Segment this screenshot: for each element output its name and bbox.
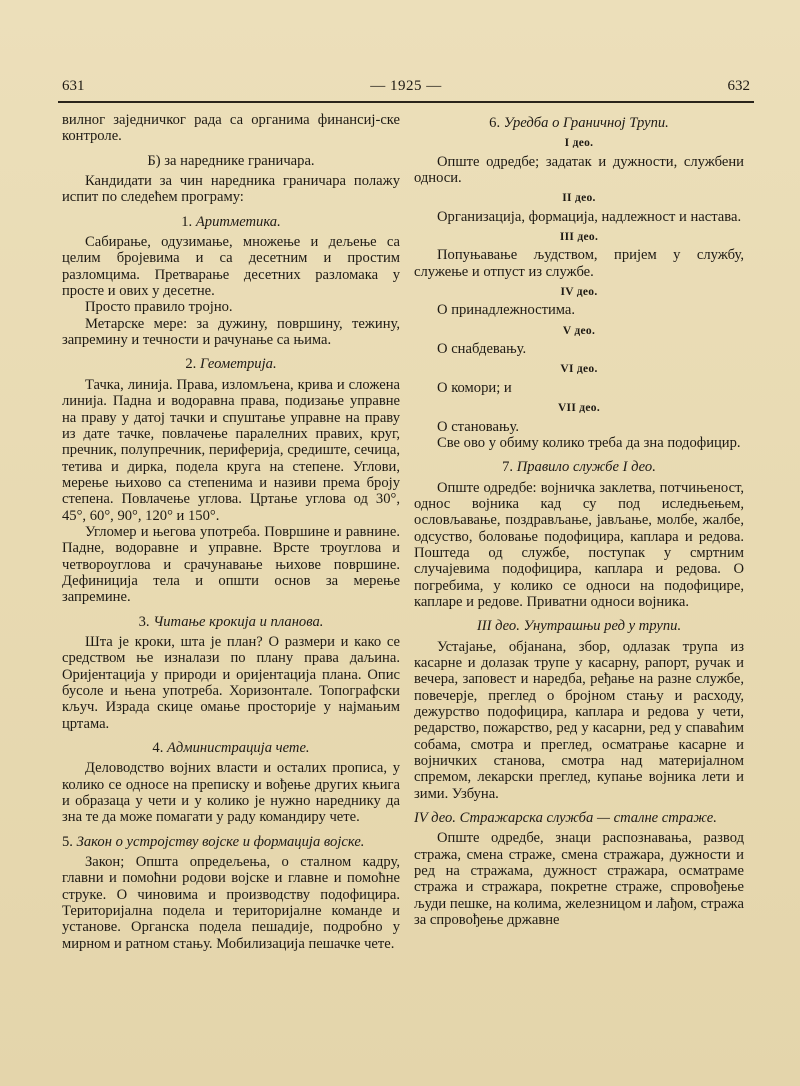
service-rules-paragraph: Опште одредбе: војничка заклетва, потчињеност, однос војника кад су под иследњењем, ословљавање, поздрављање, јављање, молбе, жалбе, одсуство, боловање подофицира, каплара и редова. Поштеда од службе, поступак у смртним случајевима подофицира, каплара и редова. О погребима, у колико се односи на подофицире, капларе и редове. Приватни односи војника. <box>414 479 744 610</box>
left-column <box>62 112 400 952</box>
sketch-reading-paragraph: Шта је кроки, шта је план? О размери и како се средством ње изналази по плану права даљина. Оријентација у природи и оријентација плана. Опис бусоле и њена употреба. Хоризонтале. Топографски кључ. Израда скице омање просторије у најмањим цртама. <box>62 633 400 732</box>
part-label-1: I део. <box>564 137 594 150</box>
right-page-number: 632 <box>727 78 750 94</box>
decree-summary-text: Све ово у обиму колико треба да зна подофицир. <box>437 434 741 451</box>
section-b-heading: Б) за нареднике граничара. <box>147 152 315 169</box>
internal-order-paragraph: Устајање, објанана, збор, одлазак трупа из касарне и долазак трупе у касарну, рапорт, ручак и вечера, заповест и наредба, ређање на разне службе, повечерје, преглед о бројном стању и расходу, дежурство подофицира, каплара и редова у чети, редарство, пожарство, ред у касарни, ред у спаваћим собама, смотра и преглед, осматрање касарне и војничких станова, смотра над материјалном спремом, лекарски преглед, купање војника лети и зими. Узбуна. <box>414 638 744 802</box>
intro-paragraph: Кандидати за чин наредника граничара полажу испит по следећем програму: <box>62 173 400 206</box>
guard-service-paragraph: Опште одредбе, знаци распознавања, развод стража, смена страже, смена стражара, дужности и ред на стражама, дужност стражара, осматраме стража и стражара, покретне страже, спровођење људи пешке, на колима, железницом и лађом, стража за спровођење државне <box>414 830 744 929</box>
part-label-6: VI део. <box>560 363 598 376</box>
army-law-paragraph: Закон; Општа опредељења, о сталном кадру, главни и помоћни родови војске и главне и помоћне струке. О чиновима и производству подофицира. Територијална подела и територијалне команде и установе. Органска подела пешадије, подробно у мирном и ратном стању. Мобилизација пешачке чете. <box>62 854 400 952</box>
header-year: — 1925 — <box>370 78 442 94</box>
part-label-7: VII део. <box>557 402 601 415</box>
heading-geometry: 2. Геометрија. <box>185 356 277 373</box>
part-label-2: II део. <box>562 192 596 205</box>
arithmetic-paragraph-3: Метарске мере: за дужину, површину, тежину, запремину и течности и рачунање са њима. <box>62 315 400 349</box>
decree-part-6-text: О комори; и <box>437 379 512 396</box>
part-label-5: V део. <box>562 324 596 337</box>
geometry-paragraph-1: Тачка, линија. Права, изломљена, крива и сложена линија. Падна и водоравна права, подизање управне на праву у датој тачки и спуштање управне на праву из дате тачке, повлачење паралелних правих, круг, пречник, полупречник, периферија, средиште, сечица, тетива и дирка, подела круга на степене. Углови, мерење њихово са степенима и називи према броју степена. Повлачење углова. Цртање углова од 30°, 45°, 60°, 90°, 120° и 150°. <box>62 376 400 524</box>
right-column <box>414 112 744 928</box>
heading-service-rules: 7. Правило службе I део. <box>502 459 656 476</box>
continued-paragraph: вилног заједничког рада са органима финансиј-ске контроле. <box>62 112 400 145</box>
geometry-paragraph-2: Угломер и његова употреба. Површине и равнине. Падне, водоравне и управне. Врсте троуглова и четвороуглова и срачунавање њихове површине. Дефиниција тела и општи основ за мерење запремине. <box>62 523 400 606</box>
arithmetic-paragraph-2: Просто правило тројно. <box>85 299 233 316</box>
decree-part-3-text: Попуњавање људством, пријем у службу, служење и отпуст из службе. <box>414 247 744 280</box>
heading-border-troop-decree: 6. Уредба о Граничној Трупи. <box>489 115 669 131</box>
decree-part-7-text: О становању. <box>437 418 520 435</box>
part-label-3: III део. <box>559 231 599 244</box>
decree-part-2-text: Организација, формација, надлежност и настава. <box>437 208 742 225</box>
part-label-4: IV део. <box>560 286 598 299</box>
decree-part-5-text: О снабдевању. <box>437 341 527 358</box>
decree-part-1-text: Опште одредбе; задатак и дужности, службени односи. <box>414 153 744 187</box>
heading-arithmetic: 1. Аритметика. <box>181 213 281 230</box>
header-rule <box>58 101 754 103</box>
heading-army-law: 5. Закон о устројству војске и формација војске. <box>62 833 365 850</box>
administration-paragraph: Деловодство војних власти и осталих прописа, у колико се односе на преписку и вођење других књига и образаца у чети и у колико је нужно нареднику да зна те да може помагати у раду командиру чете. <box>62 760 400 826</box>
decree-part-4-text: О принадлежностима. <box>437 302 576 319</box>
heading-internal-order: III део. Унутрашњи ред у трупи. <box>476 618 682 635</box>
heading-sketch-reading: 3. Читање крокија и планова. <box>138 613 324 630</box>
heading-guard-service: IV део. Стражарска служба — сталне страже. <box>414 810 717 827</box>
arithmetic-paragraph-1: Сабирање, одузимање, множење и дељење са целим бројевима и са десетним и простим разломцима. Претварање десетних разломака у просте и ових у десетне. <box>62 234 400 300</box>
heading-company-administration: 4. Администрација чете. <box>152 740 310 757</box>
left-page-number: 631 <box>62 78 85 94</box>
page-header <box>62 78 750 95</box>
